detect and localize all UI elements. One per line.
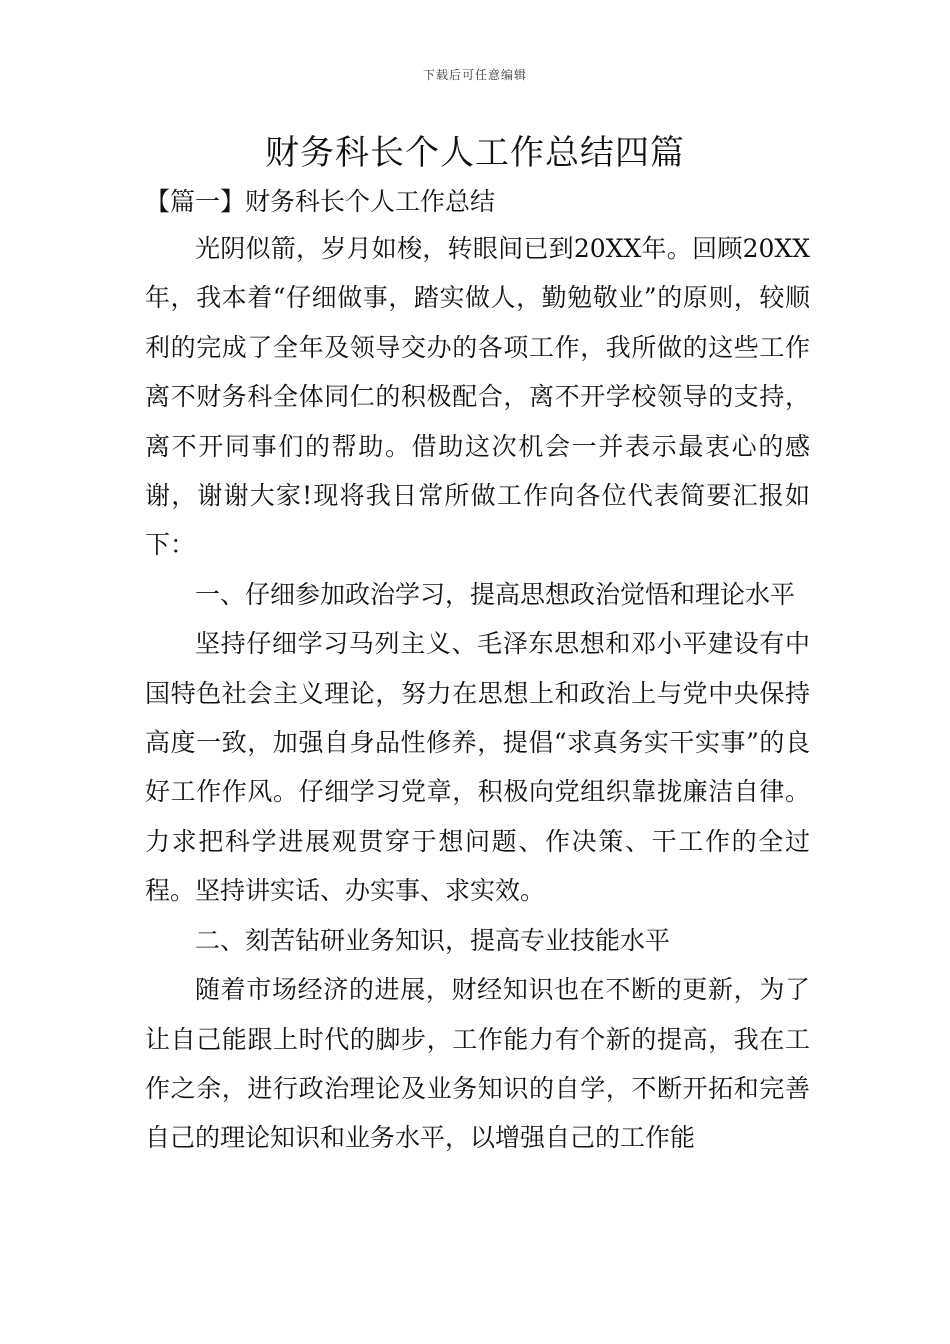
header-note: 下载后可任意编辑 bbox=[422, 68, 527, 82]
section-heading: 【篇一】财务科长个人工作总结 bbox=[145, 187, 496, 216]
paragraph-heading-two: 二、刻苦钻研业务知识，提高专业技能水平 bbox=[195, 925, 671, 955]
paragraph-political-study: 坚持仔细学习马列主义、毛泽东思想和邓小平建设有中国特色社会主义理论，努力在思想上和政治上与党中央保持高度一致，加强自身品性修养，提倡“求真务实干实事”的良好工作作风。仔细学习党章，积极向党组织靠拢廉洁自律。力求把科学进展观贯穿于想问题、作决策、干工作的全过程。坚持讲实话、办实事、求实效。 bbox=[145, 629, 810, 906]
paragraph-professional-skills: 随着市场经济的进展，财经知识也在不断的更新，为了让自己能跟上时代的脚步，工作能力有个新的提高，我在工作之余，进行政治理论及业务知识的自学，不断开拓和完善自己的理论知识和业务水平，以增强自己的工作能 bbox=[145, 975, 810, 1153]
paragraph-heading-one: 一、仔细参加政治学习，提高思想政治觉悟和理论水平 bbox=[195, 579, 796, 609]
document-title: 财务科长个人工作总结四篇 bbox=[265, 133, 685, 173]
paragraph-intro: 光阴似箭，岁月如梭，转眼间已到20XX年。回顾20XX年，我本着“仔细做事，踏实做人，勤勉敬业”的原则，较顺利的完成了全年及领导交办的各项工作，我所做的这些工作离不财务科全体同仁的积极配合，离不开学校领导的支持，离不开同事们的帮助。借助这次机会一并表示最衷心的感谢，谢谢大家!现将我日常所做工作向各位代表简要汇报如下： bbox=[145, 234, 810, 560]
document-body bbox=[145, 224, 810, 1163]
